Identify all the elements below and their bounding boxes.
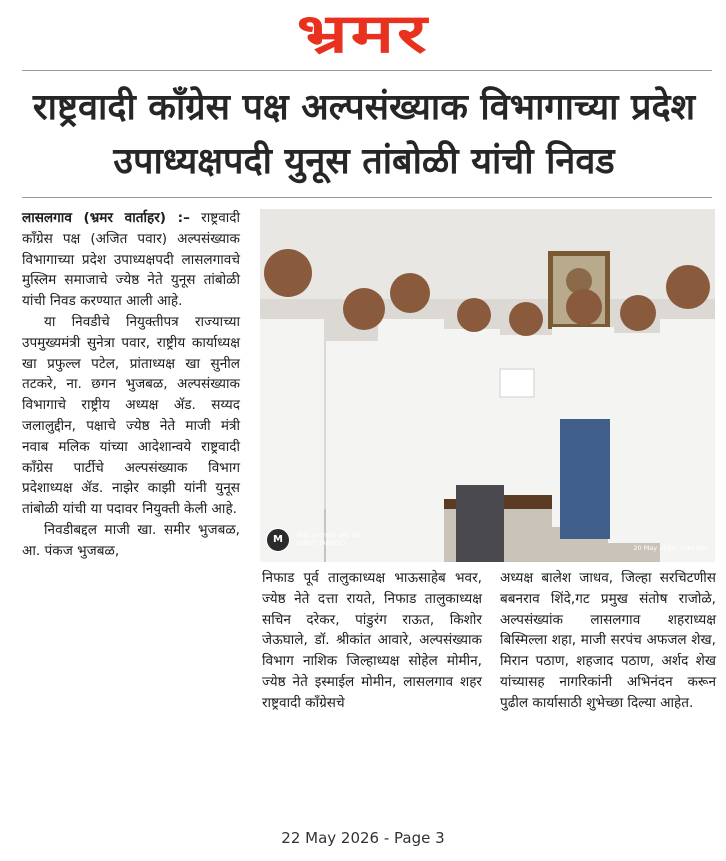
article-column-1 (22, 208, 240, 562)
newspaper-logo: भ्रमर (296, 2, 430, 65)
dateline: लासलगाव (भ्रमर वार्ताहर) :– (22, 210, 190, 226)
camera-watermark (266, 528, 360, 552)
paragraph-3: निवडीबद्दल माजी खा. समीर भुजबळ, आ. पंकज भुजबळ, (22, 521, 240, 559)
masthead-rule (22, 70, 712, 71)
news-photo (260, 209, 715, 562)
headline-line-2: उपाध्यक्षपदी युनूस तांबोळी यांची निवड (113, 141, 615, 182)
motorola-logo-icon: M (266, 528, 290, 552)
article-column-2 (262, 568, 482, 714)
column-3-text: अध्यक्ष बालेश जाधव, जिल्हा सरचिटणीस बबनराव शिंदे,गट प्रमुख संतोष राजोळे, अल्पसंख्यांक लासलगाव शहराध्यक्ष बिस्मिल्ला शहा, माजी सरपंच अफजल शेख, मिरान पठाण, शहजाद पठाण, अर्शद शेख यांच्यासह नागरिकांनी अभिनंदन करून पुढील कार्यासाठी शुभेच्छा दिल्या आहेत. (500, 570, 716, 711)
column-2-text: निफाड पूर्व तालुकाध्यक्ष भाऊसाहेब भवर, ज्येष्ठ नेते दत्ता रायते, निफाड तालुकाध्यक्ष सचिन दरेकर, पांडुरंग राऊत, किशोर जेऊघाले, डॉ. श्रीकांत आवारे, अल्पसंख्याक विभाग नाशिक जिल्हाध्यक्ष सोहेल मोमीन, ज्येष्ठ नेते इस्माईल मोमीन, लासलगाव शहर राष्ट्रवादी कॉंग्रेसचे (262, 570, 482, 711)
watermark-author: YUNUS TAMBOLI (296, 540, 345, 547)
page-footer: 22 May 2026 - Page 3 (281, 829, 445, 847)
masthead (0, 0, 726, 70)
article-column-3 (500, 568, 716, 714)
group-photo-illustration (260, 209, 715, 562)
paragraph-1 (22, 208, 240, 312)
photo-timestamp: 20 May 2026, 1:44 pm (633, 544, 707, 552)
watermark-device: Shot on moto g45 5G (296, 532, 361, 539)
headline-rule (22, 197, 712, 198)
headline-line-1: राष्ट्रवादी कॉंग्रेस पक्ष अल्पसंख्याक विभागाच्या प्रदेश (32, 87, 696, 128)
paragraph-1-text: राष्ट्रवादी कॉंग्रेस पक्ष (अजित पवार) अल्पसंख्याक विभागाच्या प्रदेश उपाध्यक्षपदी लासलगावचे मुस्लिम समाजाचे ज्येष्ठ नेते युनूस तांबोळी यांची निवड करण्यात आली आहे. (22, 210, 241, 310)
paragraph-2: या निवडीचे नियुक्तीपत्र राज्याच्या उपमुख्यमंत्री सुनेत्रा पवार, राष्ट्रीय कार्याध्यक्ष खा प्रफुल्ल पटेल, प्रांताध्यक्ष खा सुनील तटकरे, ना. छगन भुजबळ, अल्पसंख्याक विभागाचे राष्ट्रीय अध्यक्ष ॲड. सय्यद जलालुद्दीन, पक्षाचे ज्येष्ठ नेते माजी मंत्री नवाब मलिक यांच्या आदेशान्वये राष्ट्रवादी कॉंग्रेस पार्टीचे अल्पसंख्याक विभाग प्रदेशाध्यक्ष ॲड. नाझेर काझी यांनी युनूस तांबोळी यांची या पदावर नियुक्ती केली आहे. (22, 313, 240, 518)
